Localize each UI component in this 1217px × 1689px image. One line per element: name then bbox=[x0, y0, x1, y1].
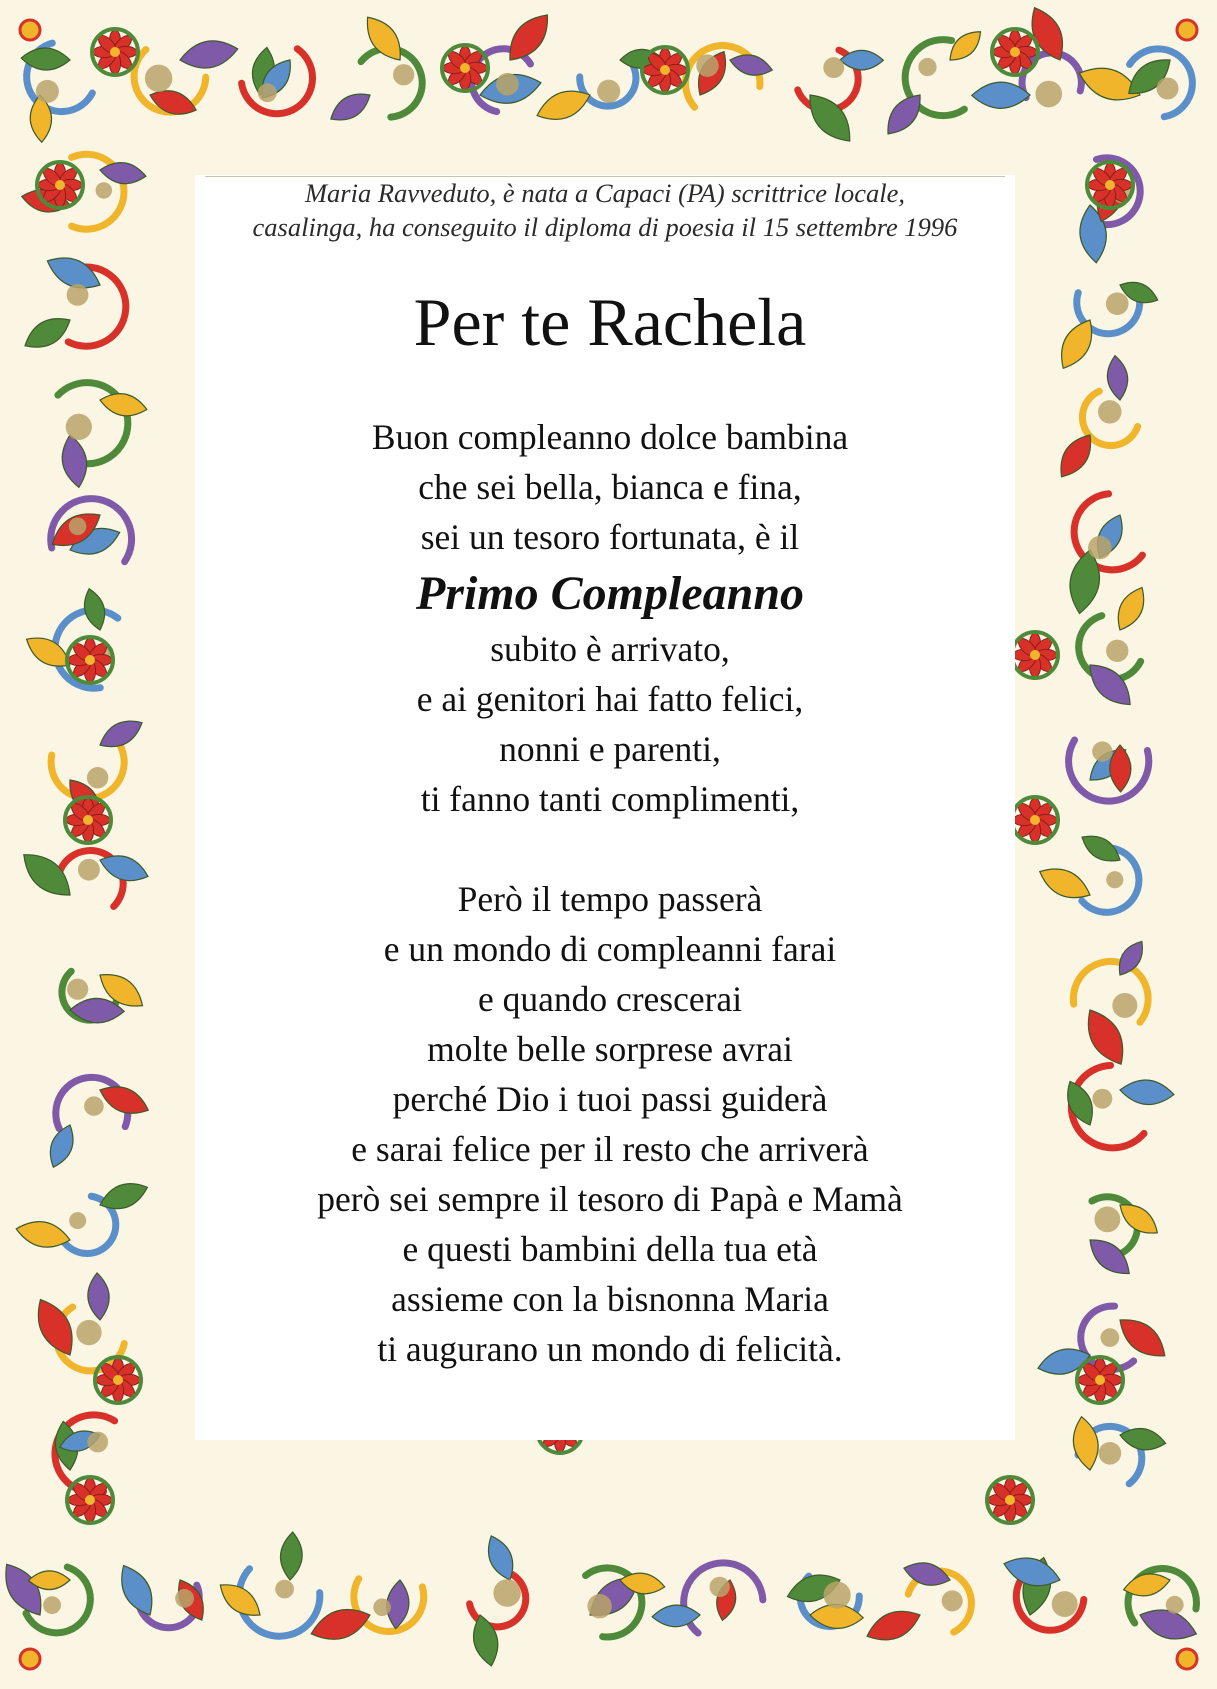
poem-line: che sei bella, bianca e fina, bbox=[418, 467, 802, 507]
author-bio bbox=[195, 176, 1015, 244]
poem-line: sei un tesoro fortunata, è il bbox=[420, 517, 800, 557]
poem-line: però sei sempre il tesoro di Papà e Mamà bbox=[317, 1179, 903, 1219]
poem-line: e quando crescerai bbox=[477, 979, 743, 1019]
flower-icon bbox=[67, 637, 113, 683]
bio-line: Maria Ravveduto, è nata a Capaci (PA) scrittrice locale, bbox=[304, 178, 906, 208]
poem-line: nonni e parenti, bbox=[499, 729, 721, 769]
flower-icon bbox=[65, 797, 111, 843]
poem-line: Però il tempo passerà bbox=[457, 879, 763, 919]
flower-icon bbox=[987, 1477, 1033, 1523]
flower-icon bbox=[1087, 162, 1133, 208]
bio-line: casalinga, ha conseguito il diploma di poesia il 15 settembre 1996 bbox=[252, 212, 958, 242]
poem-line: assieme con la bisnonna Maria bbox=[391, 1279, 829, 1319]
flower-icon bbox=[95, 1357, 141, 1403]
flower-icon bbox=[442, 45, 488, 91]
poem-line: ti fanno tanti complimenti, bbox=[420, 779, 800, 819]
poem-line: Buon compleanno dolce bambina bbox=[371, 417, 849, 457]
poem-line: e sarai felice per il resto che arriverà bbox=[351, 1129, 869, 1169]
flower-icon bbox=[1177, 20, 1197, 40]
flower-icon bbox=[20, 20, 40, 40]
stanza-gap bbox=[195, 824, 1025, 874]
poem-line: perché Dio i tuoi passi guiderà bbox=[392, 1079, 828, 1119]
flower-icon bbox=[92, 29, 138, 75]
flower-icon bbox=[1077, 1357, 1123, 1403]
flower-icon bbox=[642, 47, 688, 93]
poem-title: Per te Rachela bbox=[413, 284, 807, 360]
poem-line: ti augurano un mondo di felicità. bbox=[377, 1329, 843, 1369]
poem-line: subito è arrivato, bbox=[490, 629, 730, 669]
flower-icon bbox=[1177, 1649, 1197, 1669]
flower-icon bbox=[992, 29, 1038, 75]
poem-line: e un mondo di compleanni farai bbox=[383, 929, 837, 969]
poem-body bbox=[195, 412, 1025, 1374]
flower-icon bbox=[37, 162, 83, 208]
poem-line: e ai genitori hai fatto felici, bbox=[416, 679, 804, 719]
poem-highlight: Primo Compleanno bbox=[415, 567, 805, 620]
poem-line: molte belle sorprese avrai bbox=[427, 1029, 793, 1069]
poem-line: e questi bambini della tua età bbox=[402, 1229, 818, 1269]
flower-icon bbox=[67, 1477, 113, 1523]
flower-icon bbox=[20, 1649, 40, 1669]
